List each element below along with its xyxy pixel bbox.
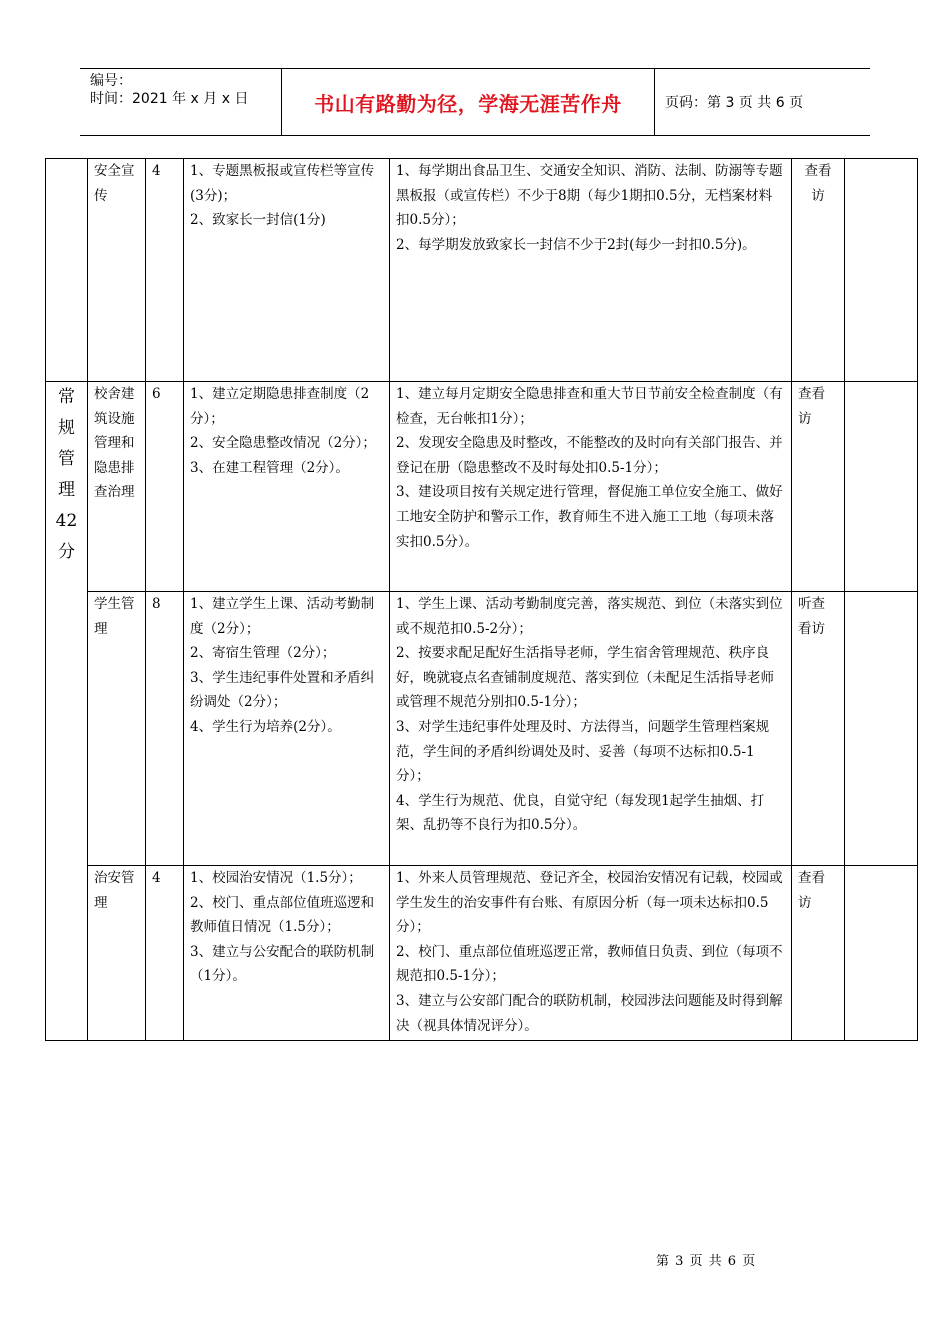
standard-cell xyxy=(184,382,390,592)
remark-cell xyxy=(845,159,918,382)
header-info xyxy=(80,69,282,135)
standard-line: 1、校园治安情况（1.5分）； xyxy=(190,870,362,886)
standard-cell xyxy=(184,159,390,382)
criteria-cell xyxy=(390,382,792,592)
standard-line: 2、校门、重点部位值班巡逻和教师值日情况（1.5分）； xyxy=(190,894,375,936)
standard-line: 1、专题黑板报或宣传栏等宣传(3分)； xyxy=(190,163,375,204)
remark-cell xyxy=(845,382,918,592)
standard-line: 4、学生行为培养(2分）。 xyxy=(190,718,341,735)
item-name: 学生管理 xyxy=(88,592,146,866)
standard-line: 2、致家长一封信(1分) xyxy=(190,212,326,229)
item-score: 4 xyxy=(146,159,184,382)
item-name: 治安管理 xyxy=(88,866,146,1041)
method-cell: 查看访 xyxy=(792,382,845,592)
method-cell: 听查看访 xyxy=(792,592,845,866)
item-score: 6 xyxy=(146,382,184,592)
standard-cell xyxy=(184,866,390,1041)
criteria-line: 3、建设项目按有关规定进行管理，督促施工单位安全施工、做好工地安全防护和警示工作，教育师生不进入施工工地（每项未落实扣0.5分）。 xyxy=(396,484,783,550)
item-score: 8 xyxy=(146,592,184,866)
table-row xyxy=(46,592,918,866)
criteria-line: 1、学生上课、活动考勤制度完善，落实规范、到位（未落实到位或不规范扣0.5-2分）； xyxy=(396,596,783,637)
table-row xyxy=(46,866,918,1041)
evaluation-table xyxy=(45,158,918,1041)
criteria-line: 2、校门、重点部位值班巡逻正常，教师值日负责、到位（每项不规范扣0.5-1分）； xyxy=(396,943,783,985)
criteria-cell xyxy=(390,159,792,382)
standard-line: 1、建立定期隐患排查制度（2分）； xyxy=(190,386,370,427)
criteria-line: 2、发现安全隐患及时整改，不能整改的及时向有关部门报告、并登记在册（隐患整改不及时每处扣0.5-1分）； xyxy=(396,435,783,476)
criteria-line: 3、对学生违纪事件处理及时、方法得当，问题学生管理档案规范，学生间的矛盾纠纷调处及时、妥善（每项不达标扣0.5-1分）； xyxy=(396,718,770,785)
category-cell: 常规管理42分 xyxy=(46,382,88,1041)
standard-line: 2、寄宿生管理（2分）； xyxy=(190,645,336,662)
remark-cell xyxy=(845,592,918,866)
header-motto: 书山有路勤为径，学海无涯苦作舟 xyxy=(282,69,655,135)
criteria-cell xyxy=(390,592,792,866)
standard-line: 3、在建工程管理（2分）。 xyxy=(190,459,349,476)
table-row xyxy=(46,159,918,382)
standard-cell xyxy=(184,592,390,866)
page-footer: 第 3 页 共 6 页 xyxy=(656,1254,757,1269)
table-row xyxy=(46,382,918,592)
criteria-cell xyxy=(390,866,792,1041)
criteria-line: 2、每学期发放致家长一封信不少于2封(每少一封扣0.5分)。 xyxy=(396,236,756,253)
item-name: 安全宣传 xyxy=(88,159,146,382)
number-label: 编号： xyxy=(90,73,132,89)
standard-line: 1、建立学生上课、活动考勤制度（2分）； xyxy=(190,596,375,637)
header-page-code: 页码：第 3 页 共 6 页 xyxy=(665,95,804,111)
page-header xyxy=(80,68,870,136)
item-name: 校舍建筑设施管理和隐患排查治理 xyxy=(88,382,146,592)
item-score: 4 xyxy=(146,866,184,1041)
criteria-line: 1、建立每月定期安全隐患排查和重大节日节前安全检查制度（有检查，无台帐扣1分）； xyxy=(396,386,783,427)
criteria-line: 1、每学期出食品卫生、交通安全知识、消防、法制、防溺等专题黑板报（或宣传栏）不少于8期（每少1期扣0.5分，无档案材料扣0.5分）； xyxy=(396,163,783,229)
criteria-line: 1、外来人员管理规范、登记齐全，校园治安情况有记载，校园或学生发生的治安事件有台账、有原因分析（每一项未达标扣0.5分）； xyxy=(396,870,783,936)
method-cell: 查看访 xyxy=(792,159,845,382)
standard-line: 2、安全隐患整改情况（2分）； xyxy=(190,435,376,452)
standard-line: 3、建立与公安配合的联防机制（1分）。 xyxy=(190,943,375,985)
criteria-line: 2、按要求配足配好生活指导老师，学生宿舍管理规范、秩序良好，晚就寝点名查铺制度规范、落实到位（未配足生活指导老师或管理不规范分别扣0.5-1分）； xyxy=(396,645,774,711)
standard-line: 3、学生违纪事件处置和矛盾纠纷调处（2分）； xyxy=(190,669,375,711)
remark-cell xyxy=(845,866,918,1041)
method-cell: 查看访 xyxy=(792,866,845,1041)
criteria-line: 3、建立与公安部门配合的联防机制，校园涉法问题能及时得到解决（视具体情况评分）。 xyxy=(396,992,783,1034)
category-cell-top xyxy=(46,159,88,382)
date-line: 时间：2021 年 x 月 x 日 xyxy=(90,91,249,107)
criteria-line: 4、学生行为规范、优良，自觉守纪（每发现1起学生抽烟、打架、乱扔等不良行为扣0.5分）。 xyxy=(396,792,765,834)
